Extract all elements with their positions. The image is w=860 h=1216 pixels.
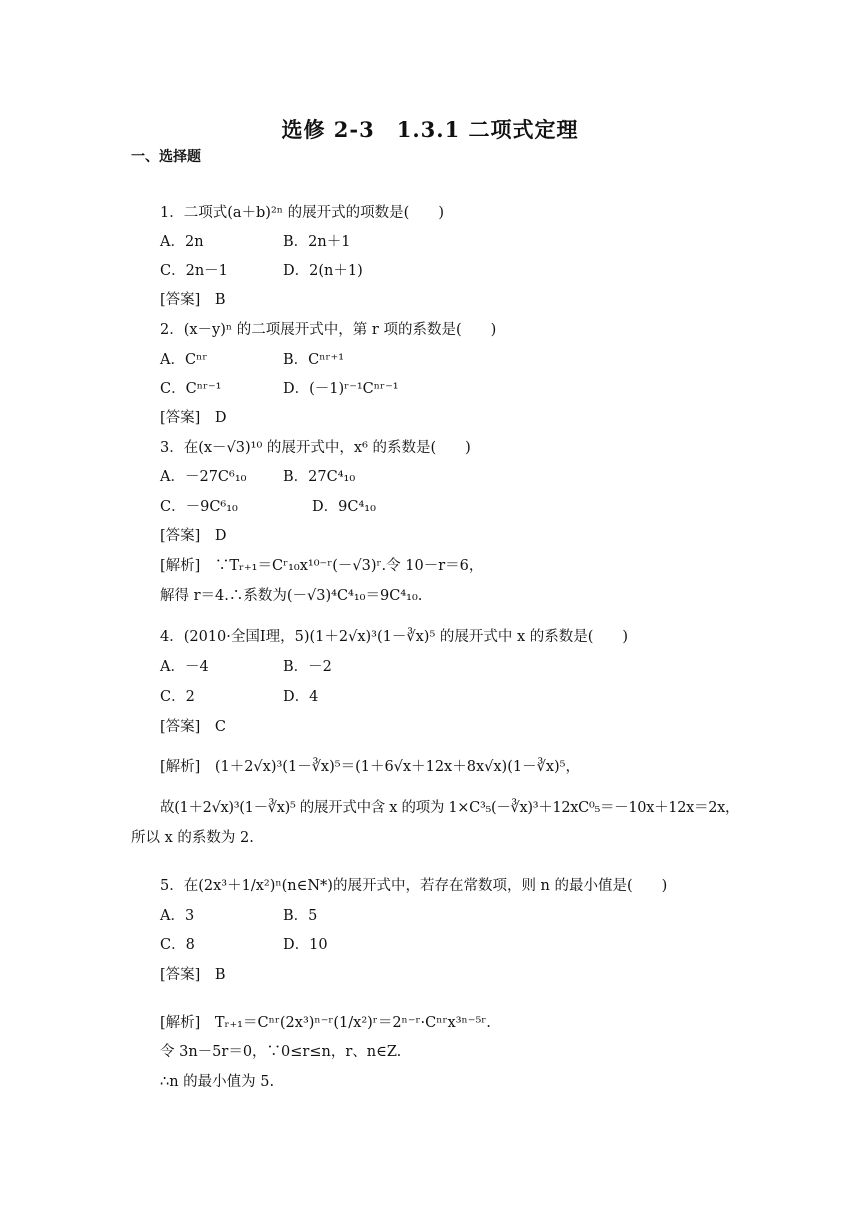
question-3-analysis-2: 解得 r＝4.∴系数为(－√3)⁴C⁴₁₀＝9C⁴₁₀. xyxy=(160,588,423,604)
question-2-answer: [答案] D xyxy=(160,410,227,426)
question-4-analysis-2: 故(1＋2√x)³(1－∛x)⁵ 的展开式中含 x 的项为 1×C³₅(－∛x)³＋12xC⁰₅＝－10x＋12x＝2x， xyxy=(160,800,740,816)
option-d: D．(－1)ʳ⁻¹Cⁿʳ⁻¹ xyxy=(283,381,399,397)
option-a: A．－4 xyxy=(160,659,209,675)
question-3-stem: 3．在(x－√3)¹⁰ 的展开式中，x⁶ 的系数是( ) xyxy=(160,440,471,456)
question-5-answer: [答案] B xyxy=(160,967,226,983)
option-c: C．Cⁿʳ⁻¹ xyxy=(160,381,222,397)
option-c: C．－9C⁶₁₀ xyxy=(160,499,238,515)
question-1-stem: 1．二项式(a＋b)²ⁿ 的展开式的项数是( ) xyxy=(160,205,444,221)
option-c: C．2n－1 xyxy=(160,263,228,279)
question-5-analysis-2: 令 3n－5r＝0，∵0≤r≤n，r、n∈Z. xyxy=(160,1044,402,1060)
option-d: D．2(n＋1) xyxy=(283,263,363,279)
question-5-analysis-1: [解析] Tᵣ₊₁＝Cⁿʳ(2x³)ⁿ⁻ʳ(1/x²)ʳ＝2ⁿ⁻ʳ·Cⁿʳx³ⁿ⁻⁵ʳ. xyxy=(160,1015,491,1031)
option-b: B．Cⁿʳ⁺¹ xyxy=(283,352,345,368)
question-3-answer: [答案] D xyxy=(160,528,227,544)
question-4-analysis-1: [解析] (1＋2√x)³(1－∛x)⁵＝(1＋6√x＋12x＋8x√x)(1－∛x)⁵， xyxy=(160,759,580,775)
question-2-stem: 2．(x－y)ⁿ 的二项展开式中，第 r 项的系数是( ) xyxy=(160,322,497,338)
option-b: B．5 xyxy=(283,908,318,924)
option-a: A．－27C⁶₁₀ xyxy=(160,469,247,485)
option-d: D．9C⁴₁₀ xyxy=(312,499,376,515)
option-a: A．3 xyxy=(160,908,195,924)
section-heading: 一、选择题 xyxy=(131,149,201,165)
question-4-stem: 4．(2010·全国Ⅰ理，5)(1＋2√x)³(1－∛x)⁵ 的展开式中 x 的系数是( ) xyxy=(160,629,629,645)
option-a: A．2n xyxy=(160,234,204,250)
option-c: C．2 xyxy=(160,689,195,705)
option-b: B．－2 xyxy=(283,659,332,675)
page-title: 选修 2-3 1.3.1 二项式定理 xyxy=(281,117,579,142)
option-a: A．Cⁿʳ xyxy=(160,352,208,368)
option-d: D．4 xyxy=(283,689,319,705)
option-b: B．27C⁴₁₀ xyxy=(283,469,356,485)
option-c: C．8 xyxy=(160,937,195,953)
option-d: D．10 xyxy=(283,937,328,953)
question-1-answer: [答案] B xyxy=(160,292,226,308)
question-5-stem: 5．在(2x³＋1/x²)ⁿ(n∈N*)的展开式中，若存在常数项，则 n 的最小值是( ) xyxy=(160,878,668,894)
question-4-analysis-3: 所以 x 的系数为 2. xyxy=(131,830,254,846)
question-5-analysis-3: ∴n 的最小值为 5. xyxy=(160,1074,275,1090)
option-b: B．2n＋1 xyxy=(283,234,351,250)
question-3-analysis-1: [解析] ∵Tᵣ₊₁＝Cʳ₁₀x¹⁰⁻ʳ(－√3)ʳ.令 10－r＝6， xyxy=(160,558,484,574)
question-4-answer: [答案] C xyxy=(160,719,226,735)
